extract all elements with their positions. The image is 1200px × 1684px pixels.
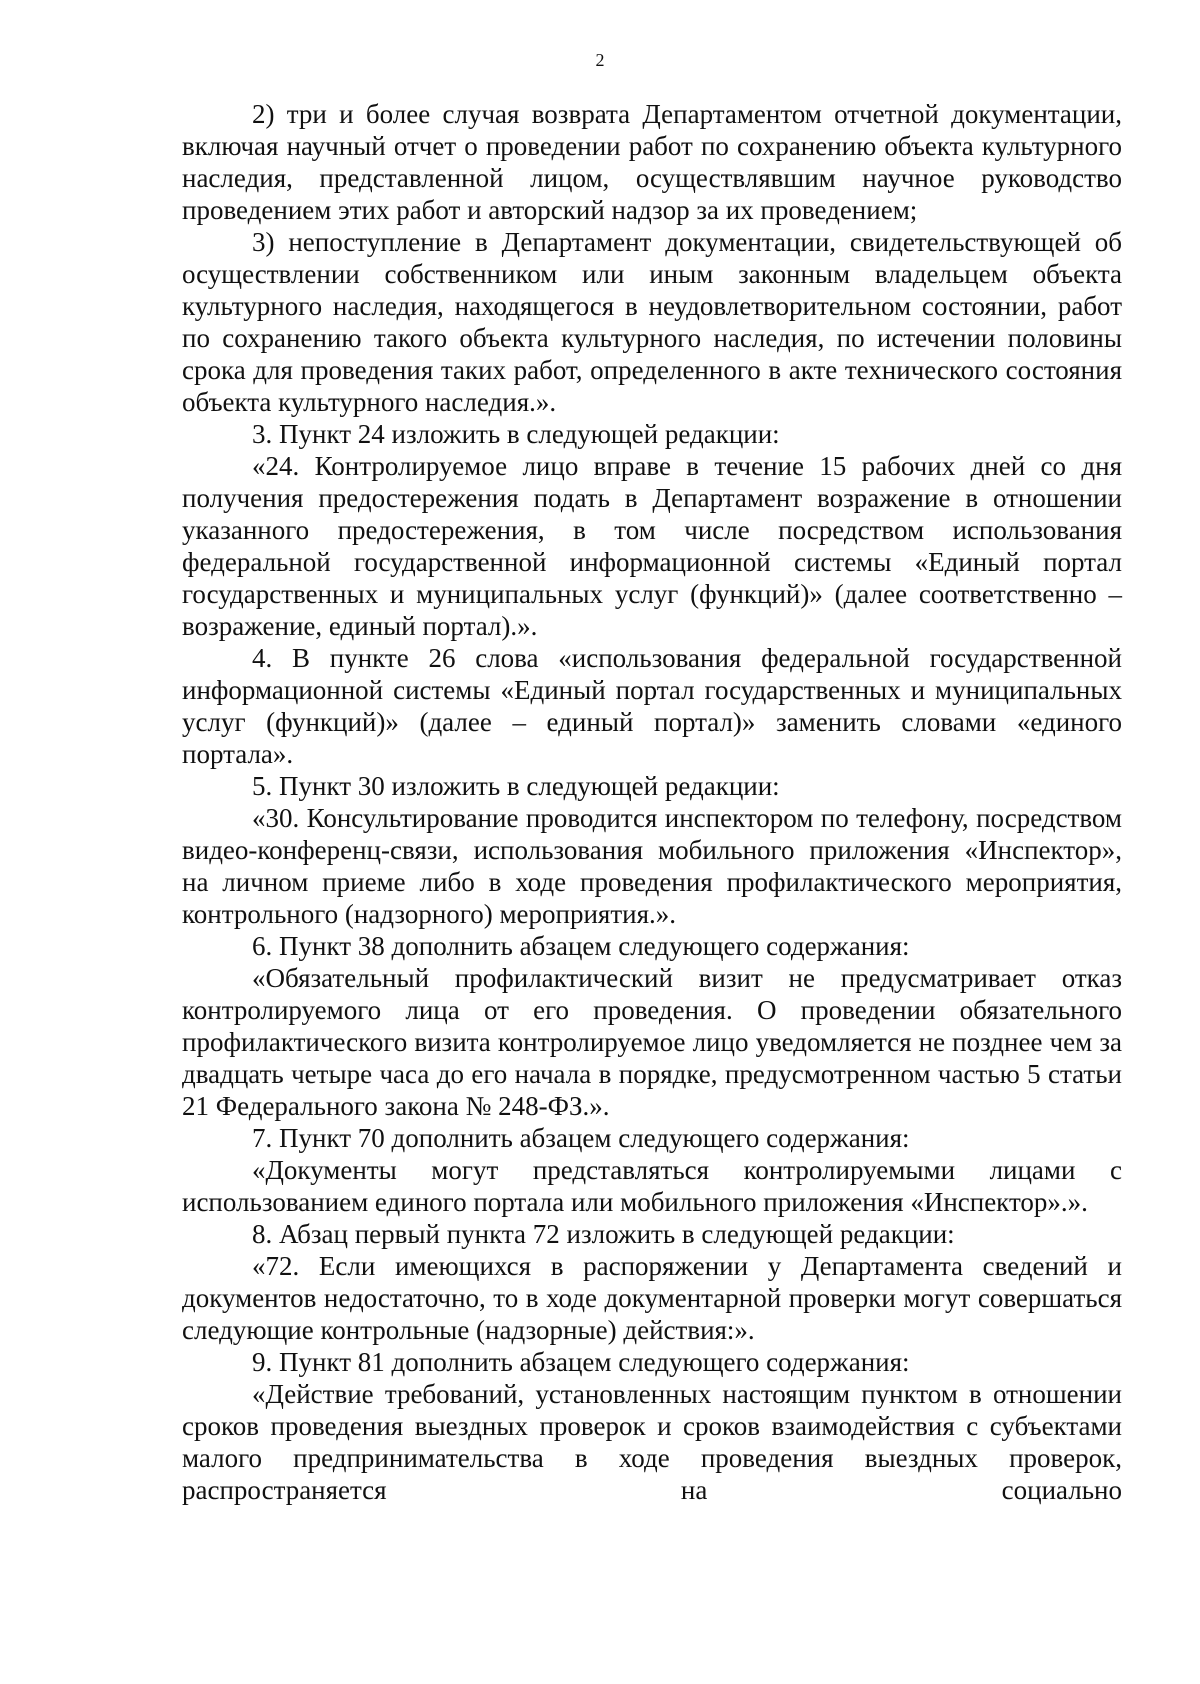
paragraph-point-30-text: «30. Консультирование проводится инспектором по телефону, посредством видео-конференц-связи, использования мобильного приложения «Инспектор», на личном приеме либо в ходе проведения профилактического мероприятия, контрольного (надзорного) мероприятия.». <box>182 803 1122 929</box>
paragraph-point-3: 3. Пункт 24 изложить в следующей редакции: <box>252 419 780 449</box>
paragraph-point-4: 4. В пункте 26 слова «использования федеральной государственной информационной системы «Единый портал государственных и муниципальных услуг (функций)» (далее – единый портал)» заменить словами «единого портала». <box>182 643 1122 769</box>
paragraph-point-8: 8. Абзац первый пункта 72 изложить в следующей редакции: <box>252 1219 955 1249</box>
paragraph-point-38-text: «Обязательный профилактический визит не предусматривает отказ контролируемого лица от его проведения. О проведении обязательного профилактического визита контролируемое лицо уведомляется не позднее чем за двадцать четыре часа до его начала в порядке, предусмотренном частью 5 статьи 21 Федерального закона № 248-ФЗ.». <box>182 963 1122 1121</box>
paragraph-item-3: 3) непоступление в Департамент документации, свидетельствующей об осуществлении собственником или иным законным владельцем объекта культурного наследия, находящегося в неудовлетворительном состоянии, работ по сохранению такого объекта культурного наследия, по истечении половины срока для проведения таких работ, определенного в акте технического состояния объекта культурного наследия.». <box>182 227 1122 417</box>
paragraph-point-81-text: «Действие требований, установленных настоящим пунктом в отношении сроков проведения выездных проверок и сроков взаимодействия с субъектами малого предпринимательства в ходе проведения выездных проверок, распространяется на социально <box>182 1379 1122 1505</box>
paragraph-point-70-text: «Документы могут представляться контролируемыми лицами с использованием единого портала или мобильного приложения «Инспектор».». <box>182 1155 1122 1217</box>
paragraph-point-72-text: «72. Если имеющихся в распоряжении у Департамента сведений и документов недостаточно, то в ходе документарной проверки могут совершаться следующие контрольные (надзорные) действия:». <box>182 1251 1122 1345</box>
paragraph-point-24-text: «24. Контролируемое лицо вправе в течение 15 рабочих дней со дня получения предостережения подать в Департамент возражение в отношении указанного предостережения, в том числе посредством использования федеральной государственной информационной системы «Единый портал государственных и муниципальных услуг (функций)» (далее соответственно – возражение, единый портал).». <box>182 451 1122 641</box>
page-number: 2 <box>595 50 605 70</box>
paragraph-point-7: 7. Пункт 70 дополнить абзацем следующего содержания: <box>252 1123 910 1153</box>
paragraph-item-2: 2) три и более случая возврата Департаментом отчетной документации, включая научный отчет о проведении работ по сохранению объекта культурного наследия, представленной лицом, осуществлявшим научное руководство проведением этих работ и авторский надзор за их проведением; <box>182 99 1122 225</box>
paragraph-point-5: 5. Пункт 30 изложить в следующей редакции: <box>252 771 780 801</box>
paragraph-point-6: 6. Пункт 38 дополнить абзацем следующего содержания: <box>252 931 910 961</box>
paragraph-point-9: 9. Пункт 81 дополнить абзацем следующего содержания: <box>252 1347 910 1377</box>
document-body <box>182 98 1122 1506</box>
